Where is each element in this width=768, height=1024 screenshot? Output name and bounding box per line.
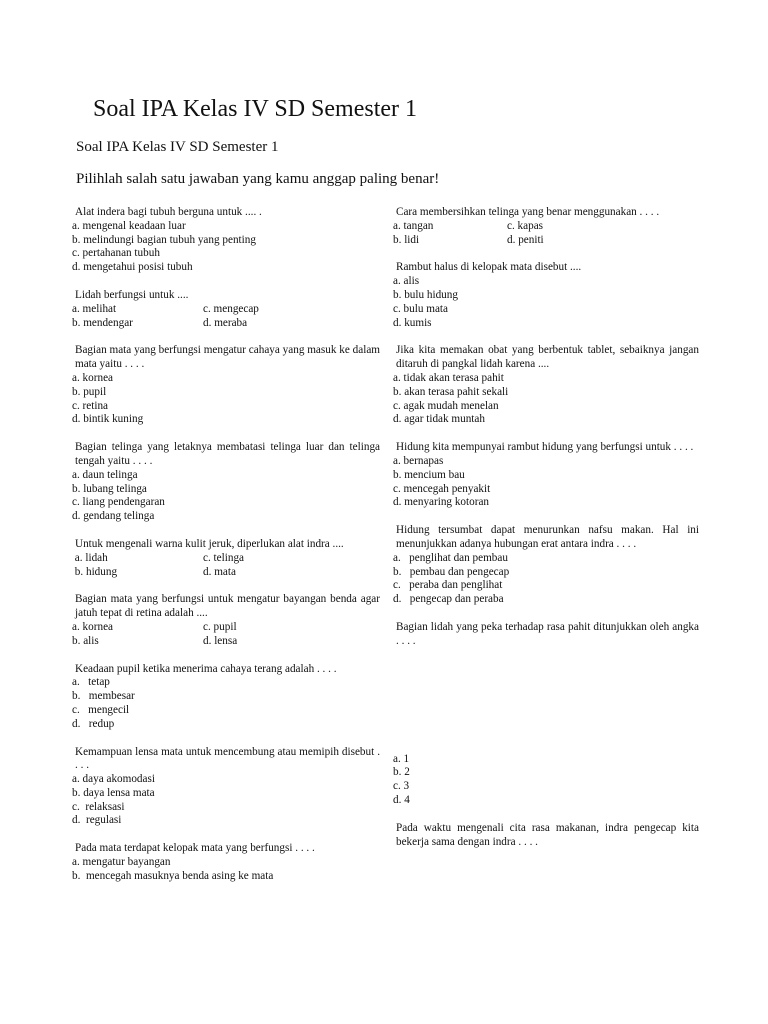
answer-option: b. membesar: [72, 690, 135, 703]
answer-option: c. 3: [393, 780, 410, 793]
answer-option: b. akan terasa pahit sekali: [393, 385, 509, 398]
answer-option: d. mata: [203, 565, 236, 578]
answer-option: d. redup: [72, 717, 115, 730]
answer-option: b. mencium bau: [393, 468, 465, 481]
answer-option: a. alis: [393, 275, 420, 288]
question-item: [72, 206, 380, 275]
answer-option: c. mencegah penyakit: [393, 482, 491, 495]
question-item: [72, 593, 380, 648]
answer-option: c. mengecil: [72, 703, 130, 716]
answer-option: b. lubang telinga: [72, 482, 147, 495]
answer-options: [72, 372, 380, 427]
left-question-column: [72, 206, 380, 898]
answer-option: a. daya akomodasi: [72, 773, 155, 786]
answer-options: [393, 552, 699, 607]
answer-options: [72, 220, 380, 275]
question-item: [72, 538, 380, 579]
question-item: [72, 746, 380, 829]
figure-placeholder: [393, 649, 699, 753]
answer-option: b. bulu hidung: [393, 288, 458, 301]
question-item: [393, 524, 699, 607]
page-subtitle: Soal IPA Kelas IV SD Semester 1: [76, 139, 279, 155]
answer-option: c. mengecap: [203, 302, 259, 315]
answer-option: a. kornea: [72, 620, 113, 633]
question-item: [72, 344, 380, 427]
answer-option: b. daya lensa mata: [72, 786, 155, 799]
answer-option: c. bulu mata: [393, 302, 448, 315]
question-text: Kemampuan lensa mata untuk mencembung atau memipih disebut . . . .: [75, 745, 380, 772]
question-item: [393, 441, 699, 510]
answer-options: [72, 676, 380, 731]
answer-option: b. melindungi bagian tubuh yang penting: [72, 233, 256, 246]
answer-option: d. meraba: [203, 316, 248, 329]
question-text: Untuk mengenali warna kulit jeruk, diperlukan alat indra ....: [75, 537, 344, 550]
answer-option: a. tidak akan terasa pahit: [393, 371, 504, 384]
answer-options: [72, 303, 380, 331]
question-text: Bagian mata yang berfungsi untuk mengatur bayangan benda agar jatuh tepat di retina adalah ....: [75, 593, 380, 620]
question-text: Alat indera bagi tubuh berguna untuk .... .: [75, 206, 262, 218]
answer-option: d. lensa: [203, 634, 238, 647]
page-title: Soal IPA Kelas IV SD Semester 1: [93, 96, 417, 122]
answer-option: c. pertahanan tubuh: [72, 247, 160, 260]
question-text: Lidah berfungsi untuk ....: [75, 288, 189, 301]
answer-option: b. lidi: [393, 233, 420, 246]
answer-option: a. tetap: [72, 676, 110, 689]
answer-option: c. kapas: [507, 219, 544, 232]
answer-option: d. peniti: [507, 233, 544, 246]
answer-option: d. gendang telinga: [72, 510, 155, 523]
answer-options: [393, 455, 699, 510]
question-text: Jika kita memakan obat yang berbentuk tablet, sebaiknya jangan ditaruh di pangkal lidah karena ....: [396, 344, 699, 371]
answer-options: [72, 621, 380, 649]
answer-option: a. tangan: [393, 219, 434, 232]
answer-option: b. pembau dan pengecap: [393, 565, 510, 578]
question-text: Pada waktu mengenali cita rasa makanan, indra pengecap kita bekerja sama dengan indra . . . .: [396, 821, 699, 848]
answer-option: d. menyaring kotoran: [393, 496, 490, 509]
answer-option: a. mengatur bayangan: [72, 856, 171, 869]
answer-options: [393, 220, 699, 248]
answer-option: c. peraba dan penglihat: [393, 579, 503, 592]
answer-option: a. bernapas: [393, 454, 444, 467]
answer-option: c. liang pendengaran: [72, 496, 165, 509]
answer-options: [393, 372, 699, 427]
answer-option: a. mengenal keadaan luar: [72, 219, 186, 232]
question-item: [393, 621, 699, 808]
answer-option: d. kumis: [393, 316, 432, 329]
answer-option: c. retina: [72, 399, 109, 412]
question-item: [72, 842, 380, 883]
question-item: [72, 663, 380, 732]
answer-option: d. bintik kuning: [72, 413, 144, 426]
question-text: Keadaan pupil ketika menerima cahaya terang adalah . . . .: [75, 662, 337, 675]
answer-option: c. telinga: [203, 551, 245, 564]
question-text: Hidung kita mempunyai rambut hidung yang berfungsi untuk . . . .: [396, 441, 694, 454]
question-text: Bagian mata yang berfungsi mengatur cahaya yang masuk ke dalam mata yaitu . . . .: [75, 344, 380, 371]
answer-option: a. melihat: [72, 302, 117, 315]
answer-options: [393, 275, 699, 330]
answer-options: [72, 773, 380, 828]
answer-option: d. mengetahui posisi tubuh: [72, 261, 193, 274]
instruction-text: Pilihlah salah satu jawaban yang kamu anggap paling benar!: [76, 171, 440, 187]
answer-option: b. hidung: [72, 565, 118, 578]
question-text: Hidung tersumbat dapat menurunkan nafsu makan. Hal ini menunjukkan adanya hubungan erat antara indra . . . .: [396, 524, 699, 550]
question-text: Cara membersihkan telinga yang benar menggunakan . . . .: [396, 206, 660, 218]
answer-options: [72, 552, 380, 580]
answer-option: a. penglihat dan pembau: [393, 551, 508, 564]
answer-option: a. 1: [393, 752, 410, 765]
answer-option: a. kornea: [72, 371, 113, 384]
answer-option: b. mendengar: [72, 316, 133, 329]
question-item: [393, 344, 699, 427]
answer-option: d. 4: [393, 793, 410, 806]
answer-option: c. agak mudah menelan: [393, 399, 499, 412]
answer-option: a. lidah: [72, 551, 108, 564]
answer-option: b. pupil: [72, 385, 107, 398]
question-text: Rambut halus di kelopak mata disebut ....: [396, 261, 582, 274]
answer-options: [393, 753, 699, 808]
question-item: [393, 206, 699, 247]
question-item: [393, 261, 699, 330]
answer-option: d. agar tidak muntah: [393, 413, 485, 426]
question-text: Bagian lidah yang peka terhadap rasa pahit ditunjukkan oleh angka . . . .: [396, 620, 699, 647]
answer-option: b. alis: [72, 634, 99, 647]
answer-options: [72, 469, 380, 524]
question-item: [72, 289, 380, 330]
question-item: [72, 441, 380, 524]
answer-option: a. daun telinga: [72, 468, 138, 481]
answer-option: c. pupil: [203, 620, 237, 633]
answer-option: b. 2: [393, 766, 410, 779]
question-item: [393, 822, 699, 850]
answer-option: d. regulasi: [72, 814, 122, 827]
question-text: Pada mata terdapat kelopak mata yang berfungsi . . . .: [75, 842, 315, 855]
answer-option: b. mencegah masuknya benda asing ke mata: [72, 869, 274, 882]
question-text: Bagian telinga yang letaknya membatasi telinga luar dan telinga tengah yaitu . . . .: [75, 441, 380, 467]
right-question-column: [393, 206, 699, 863]
answer-option: c. relaksasi: [72, 800, 125, 813]
answer-options: [72, 856, 380, 884]
answer-option: d. pengecap dan peraba: [393, 593, 504, 606]
